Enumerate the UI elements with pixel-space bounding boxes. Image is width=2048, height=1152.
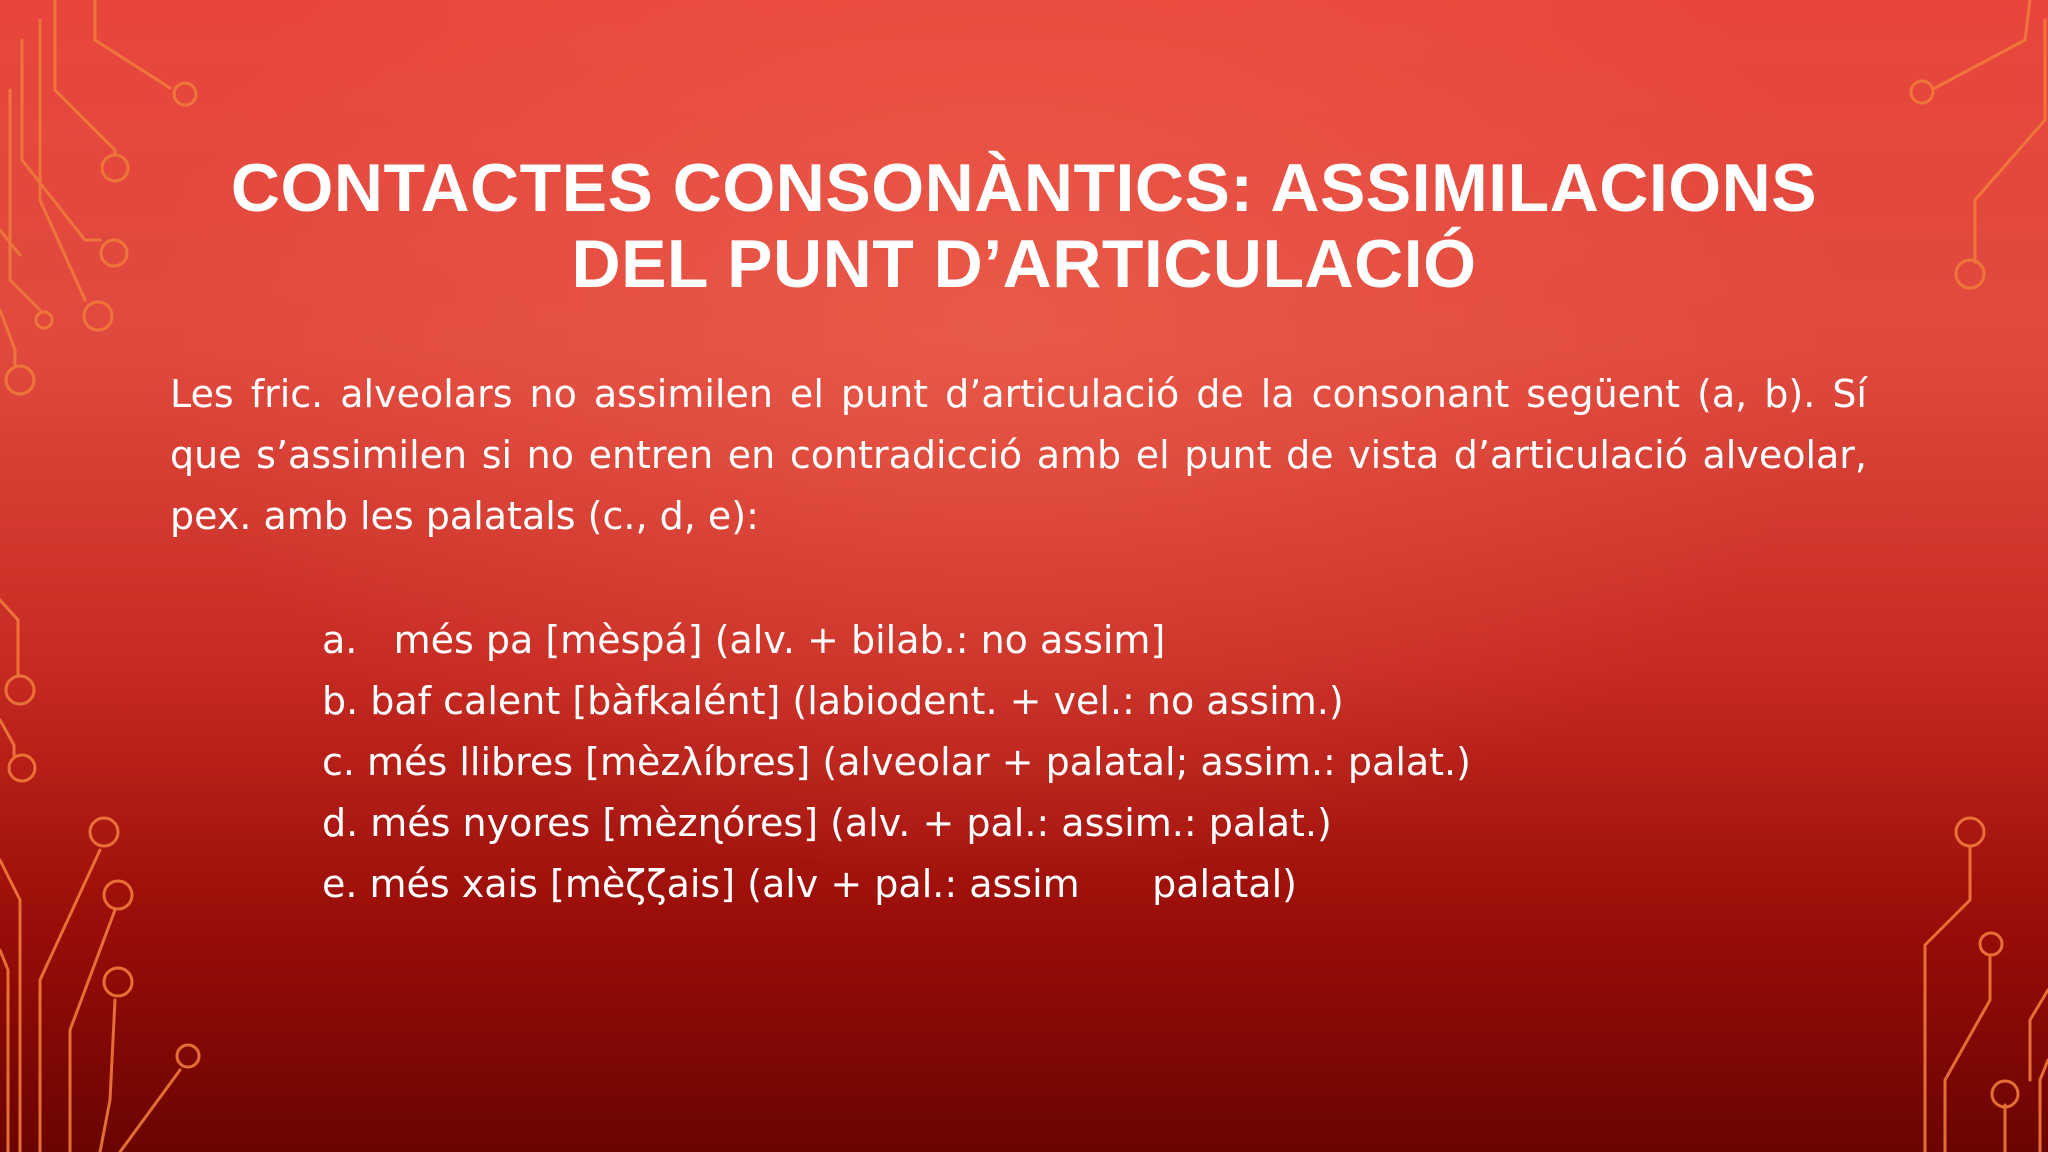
circuit-right-bottom bbox=[1925, 818, 2048, 1152]
circuit-left-bottom bbox=[0, 600, 199, 1152]
slide-title-line-1: CONTACTES CONSONÀNTICS: ASSIMILACIONS bbox=[230, 150, 1818, 226]
example-item-b: b. baf calent [bàfkalént] (labiodent. + vel.: no assim.) bbox=[322, 679, 1344, 723]
example-item-a: a. més pa [mèspá] (alv. + bilab.: no assim] bbox=[322, 618, 1166, 662]
slide-title bbox=[150, 150, 1898, 302]
example-item-d: d. més nyores [mèzɳóres] (alv. + pal.: assim.: palat.) bbox=[322, 801, 1332, 845]
examples-list bbox=[322, 610, 1471, 915]
slide-body-paragraph: Les fric. alveolars no assimilen el punt d’articulació de la consonant següent (a, b). Sí que s’assimilen si no entren en contradicció amb el punt de vista d’articulació alveolar, pex. amb les palatals (c., d, e): bbox=[170, 372, 1867, 538]
slide-title-line-2: DEL PUNT D’ARTICULACIÓ bbox=[571, 226, 1477, 302]
circuit-right-top bbox=[1911, 0, 2045, 288]
example-item-e: e. més xais [mèζζais] (alv + pal.: assim palatal) bbox=[322, 862, 1297, 906]
example-item-c: c. més llibres [mèzλíbres] (alveolar + palatal; assim.: palat.) bbox=[322, 740, 1471, 784]
